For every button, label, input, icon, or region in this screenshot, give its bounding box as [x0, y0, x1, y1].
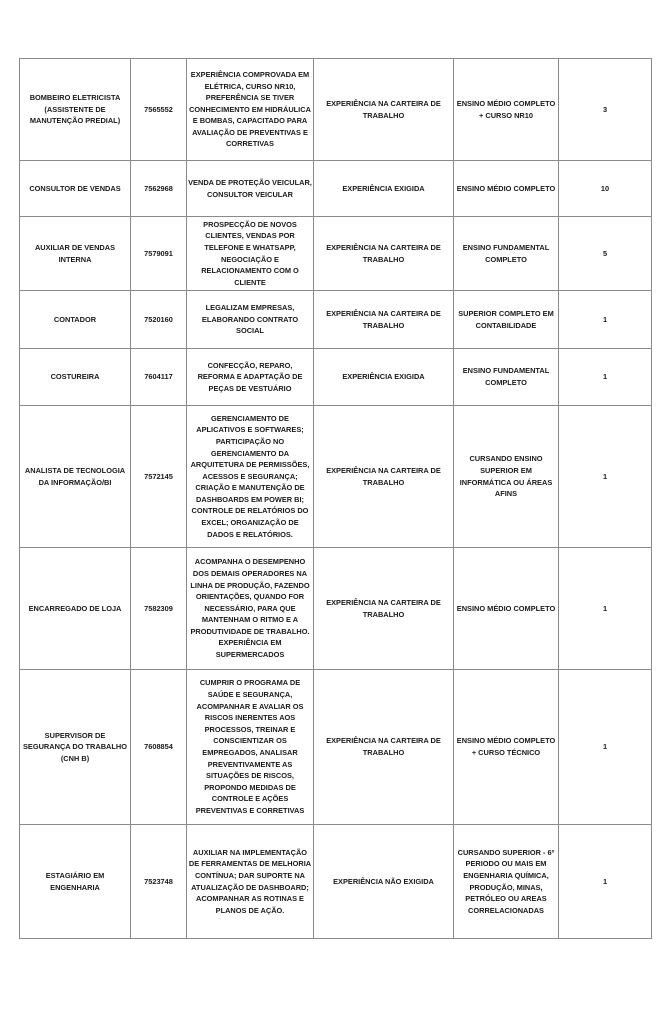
- vacancy-count: 10: [559, 161, 652, 217]
- job-description: GERENCIAMENTO DE APLICATIVOS E SOFTWARES; PARTICIPAÇÃO NO GERENCIAMENTO DA ARQUITETURA DE PERMISSÕES, ACESSOS E SEGURANÇA; CRIAÇÃO E MANUTENÇÃO DE DASHBOARDS EM POWER BI; CONTROLE DE RELATÓRIOS DO EXCEL; ORGANIZAÇÃO DE DADOS E RELATÓRIOS.: [187, 406, 314, 548]
- job-code: 7582309: [131, 548, 187, 670]
- job-title: ENCARREGADO DE LOJA: [20, 548, 131, 670]
- job-code: 7604117: [131, 349, 187, 406]
- table-row: [20, 161, 652, 217]
- job-title: COSTUREIRA: [20, 349, 131, 406]
- job-code: 7520160: [131, 291, 187, 349]
- vacancy-count: 3: [559, 59, 652, 161]
- job-openings-table: [19, 58, 652, 939]
- job-description: VENDA DE PROTEÇÃO VEICULAR, CONSULTOR VEICULAR: [187, 161, 314, 217]
- education-requirement: ENSINO FUNDAMENTAL COMPLETO: [454, 217, 559, 291]
- job-title: CONSULTOR DE VENDAS: [20, 161, 131, 217]
- table-row: [20, 670, 652, 825]
- vacancy-count: 1: [559, 349, 652, 406]
- job-description: LEGALIZAM EMPRESAS, ELABORANDO CONTRATO SOCIAL: [187, 291, 314, 349]
- job-description: PROSPECÇÃO DE NOVOS CLIENTES, VENDAS POR TELEFONE E WHATSAPP, NEGOCIAÇÃO E RELACIONAMENTO COM O CLIENTE: [187, 217, 314, 291]
- education-requirement: CURSANDO SUPERIOR - 6º PERIODO OU MAIS EM ENGENHARIA QUÍMICA, PRODUÇÃO, MINAS, PETRÓLEO OU AREAS CORRELACIONADAS: [454, 825, 559, 939]
- job-title: ESTAGIÁRIO EM ENGENHARIA: [20, 825, 131, 939]
- job-title: CONTADOR: [20, 291, 131, 349]
- job-code: 7572145: [131, 406, 187, 548]
- experience-requirement: EXPERIÊNCIA NÃO EXIGIDA: [314, 825, 454, 939]
- job-title: SUPERVISOR DE SEGURANÇA DO TRABALHO (CNH B): [20, 670, 131, 825]
- table-row: [20, 548, 652, 670]
- experience-requirement: EXPERIÊNCIA NA CARTEIRA DE TRABALHO: [314, 406, 454, 548]
- job-code: 7608854: [131, 670, 187, 825]
- document-page: [19, 58, 651, 939]
- vacancy-count: 1: [559, 670, 652, 825]
- table-row: [20, 59, 652, 161]
- education-requirement: ENSINO MÉDIO COMPLETO + CURSO TÉCNICO: [454, 670, 559, 825]
- job-description: CUMPRIR O PROGRAMA DE SAÚDE E SEGURANÇA, ACOMPANHAR E AVALIAR OS RISCOS INERENTES AOS PROCESSOS, TREINAR E CONSCIENTIZAR OS EMPREGADOS, ANALISAR PREVENTIVAMENTE AS SITUAÇÕES DE RISCOS, PROPONDO MEDIDAS DE CONTROLE E AÇÕES PREVENTIVAS E CORRETIVAS: [187, 670, 314, 825]
- job-description: CONFECÇÃO, REPARO, REFORMA E ADAPTAÇÃO DE PEÇAS DE VESTUÁRIO: [187, 349, 314, 406]
- job-title: ANALISTA DE TECNOLOGIA DA INFORMAÇÃO/BI: [20, 406, 131, 548]
- job-description: ACOMPANHA O DESEMPENHO DOS DEMAIS OPERADORES NA LINHA DE PRODUÇÃO, FAZENDO ORIENTAÇÕES, QUANDO FOR NECESSÁRIO, PARA QUE MANTENHAM O RITMO E A PRODUTIVIDADE DE TRABALHO. EXPERIÊNCIA EM SUPERMERCADOS: [187, 548, 314, 670]
- job-code: 7562968: [131, 161, 187, 217]
- job-description: AUXILIAR NA IMPLEMENTAÇÃO DE FERRAMENTAS DE MELHORIA CONTÍNUA; DAR SUPORTE NA ATUALIZAÇÃO DE DASHBOARD; ACOMPANHAR AS ROTINAS E PLANOS DE AÇÃO.: [187, 825, 314, 939]
- table-row: [20, 349, 652, 406]
- experience-requirement: EXPERIÊNCIA NA CARTEIRA DE TRABALHO: [314, 670, 454, 825]
- job-title: AUXILIAR DE VENDAS INTERNA: [20, 217, 131, 291]
- vacancy-count: 5: [559, 217, 652, 291]
- job-code: 7579091: [131, 217, 187, 291]
- job-code: 7523748: [131, 825, 187, 939]
- job-description: EXPERIÊNCIA COMPROVADA EM ELÉTRICA, CURSO NR10, PREFERÊNCIA SE TIVER CONHECIMENTO EM HIDRÁULICA E BOMBAS, CAPACITADO PARA AVALIAÇÃO DE PREVENTIVAS E CORRETIVAS: [187, 59, 314, 161]
- education-requirement: ENSINO MÉDIO COMPLETO: [454, 548, 559, 670]
- job-code: 7565552: [131, 59, 187, 161]
- experience-requirement: EXPERIÊNCIA EXIGIDA: [314, 349, 454, 406]
- education-requirement: SUPERIOR COMPLETO EM CONTABILIDADE: [454, 291, 559, 349]
- experience-requirement: EXPERIÊNCIA NA CARTEIRA DE TRABALHO: [314, 217, 454, 291]
- vacancy-count: 1: [559, 548, 652, 670]
- experience-requirement: EXPERIÊNCIA NA CARTEIRA DE TRABALHO: [314, 548, 454, 670]
- vacancy-count: 1: [559, 406, 652, 548]
- education-requirement: ENSINO MÉDIO COMPLETO + CURSO NR10: [454, 59, 559, 161]
- experience-requirement: EXPERIÊNCIA NA CARTEIRA DE TRABALHO: [314, 59, 454, 161]
- education-requirement: ENSINO MÉDIO COMPLETO: [454, 161, 559, 217]
- experience-requirement: EXPERIÊNCIA EXIGIDA: [314, 161, 454, 217]
- vacancy-count: 1: [559, 825, 652, 939]
- education-requirement: CURSANDO ENSINO SUPERIOR EM INFORMÁTICA OU ÁREAS AFINS: [454, 406, 559, 548]
- job-title: BOMBEIRO ELETRICISTA (ASSISTENTE DE MANUTENÇÃO PREDIAL): [20, 59, 131, 161]
- table-row: [20, 406, 652, 548]
- vacancy-count: 1: [559, 291, 652, 349]
- table-row: [20, 291, 652, 349]
- experience-requirement: EXPERIÊNCIA NA CARTEIRA DE TRABALHO: [314, 291, 454, 349]
- education-requirement: ENSINO FUNDAMENTAL COMPLETO: [454, 349, 559, 406]
- table-row: [20, 825, 652, 939]
- table-row: [20, 217, 652, 291]
